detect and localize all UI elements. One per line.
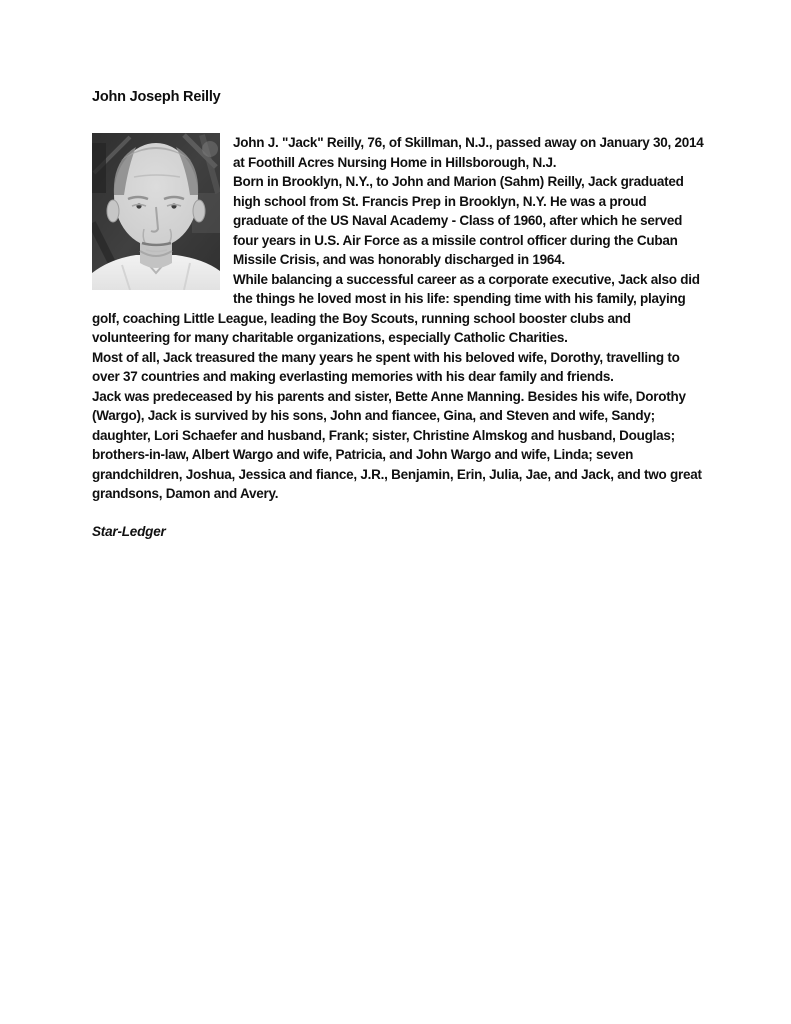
source-signature: Star-Ledger — [92, 523, 166, 539]
obituary-paragraph: While balancing a successful career as a corporate executive, Jack also did the things he loved most in his life: spending time with his family, playing golf, coaching Little League, leading the Boy Scouts, running school booster clubs and volunteering for many charitable organizations, especially Catholic Charities. — [92, 271, 700, 345]
obituary-paragraph: Most of all, Jack treasured the many years he spent with his beloved wife, Dorothy, travelling to over 37 countries and making everlasting memories with his dear family and friends. — [92, 349, 680, 384]
obituary-body — [92, 133, 704, 504]
page-title: John Joseph Reilly — [92, 89, 221, 105]
obituary-paragraph: John J. "Jack" Reilly, 76, of Skillman, N.J., passed away on January 30, 2014 at Foothill Acres Nursing Home in Hillsborough, N.J. — [233, 135, 704, 170]
obituary-paragraph: Jack was predeceased by his parents and sister, Bette Anne Manning. Besides his wife, Dorothy (Wargo), Jack is survived by his sons, John and fiancee, Gina, and Steven and wife, Sandy; daughter, Lori Schaefer and husband, Frank; sister, Christine Almskog and husband, Douglas; brothers-in-law, Albert Wargo and wife, Patricia, and John Wargo and wife, Linda; seven grandchildren, Joshua, Jessica and fiance, J.R., Benjamin, Erin, Julia, Jae, and Jack, and two great grandsons, Damon and Avery. — [92, 388, 702, 501]
document-content — [92, 88, 704, 539]
obituary-paragraph: Born in Brooklyn, N.Y., to John and Marion (Sahm) Reilly, Jack graduated high school from St. Francis Prep in Brooklyn, N.Y. He was a proud graduate of the US Naval Academy - Class of 1960, after which he served four years in U.S. Air Force as a missile control officer during the Cuban Missile Crisis, and was honorably discharged in 1964. — [233, 174, 684, 267]
portrait-photo — [92, 133, 220, 290]
